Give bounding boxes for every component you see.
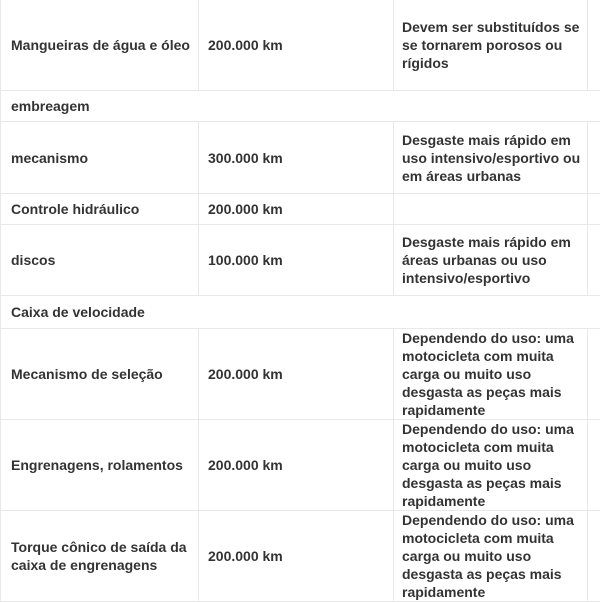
table-row <box>1 511 600 602</box>
interval-cell: 200.000 km <box>199 194 394 225</box>
section-row <box>1 296 600 329</box>
note-cell: Dependendo do uso: uma motocicleta com muita carga ou muito uso desgasta as peças mais rapidamente <box>394 329 588 420</box>
note-cell <box>394 194 588 225</box>
component-cell: discos <box>1 225 199 296</box>
empty-cell <box>588 329 600 420</box>
note-cell: Desgaste mais rápido em áreas urbanas ou uso intensivo/esportivo <box>394 225 588 296</box>
empty-cell <box>588 91 600 122</box>
interval-cell: 300.000 km <box>199 122 394 194</box>
empty-cell <box>588 0 600 91</box>
empty-cell <box>588 420 600 511</box>
section-row <box>1 91 600 122</box>
section-header-embreagem: embreagem <box>1 91 588 122</box>
empty-cell <box>588 511 600 602</box>
component-cell: Engrenagens, rolamentos <box>1 420 199 511</box>
interval-cell: 200.000 km <box>199 0 394 91</box>
component-cell: Mangueiras de água e óleo <box>1 0 199 91</box>
note-cell: Dependendo do uso: uma motocicleta com muita carga ou muito uso desgasta as peças mais rapidamente <box>394 511 588 602</box>
interval-cell: 100.000 km <box>199 225 394 296</box>
table-row <box>1 194 600 225</box>
empty-cell <box>588 296 600 329</box>
table-row <box>1 225 600 296</box>
note-cell: Desgaste mais rápido em uso intensivo/esportivo ou em áreas urbanas <box>394 122 588 194</box>
empty-cell <box>588 225 600 296</box>
note-cell: Dependendo do uso: uma motocicleta com muita carga ou muito uso desgasta as peças mais rapidamente <box>394 420 588 511</box>
table-row <box>1 0 600 91</box>
empty-cell <box>588 194 600 225</box>
interval-cell: 200.000 km <box>199 329 394 420</box>
interval-cell: 200.000 km <box>199 420 394 511</box>
component-cell: Mecanismo de seleção <box>1 329 199 420</box>
table-row <box>1 420 600 511</box>
note-cell: Devem ser substituídos se se tornarem porosos ou rígidos <box>394 0 588 91</box>
component-cell: Controle hidráulico <box>1 194 199 225</box>
section-header-caixa-de-velocidade: Caixa de velocidade <box>1 296 588 329</box>
empty-cell <box>588 122 600 194</box>
component-cell: Torque cônico de saída da caixa de engrenagens <box>1 511 199 602</box>
table-row <box>1 122 600 194</box>
table-row <box>1 329 600 420</box>
interval-cell: 200.000 km <box>199 511 394 602</box>
component-cell: mecanismo <box>1 122 199 194</box>
